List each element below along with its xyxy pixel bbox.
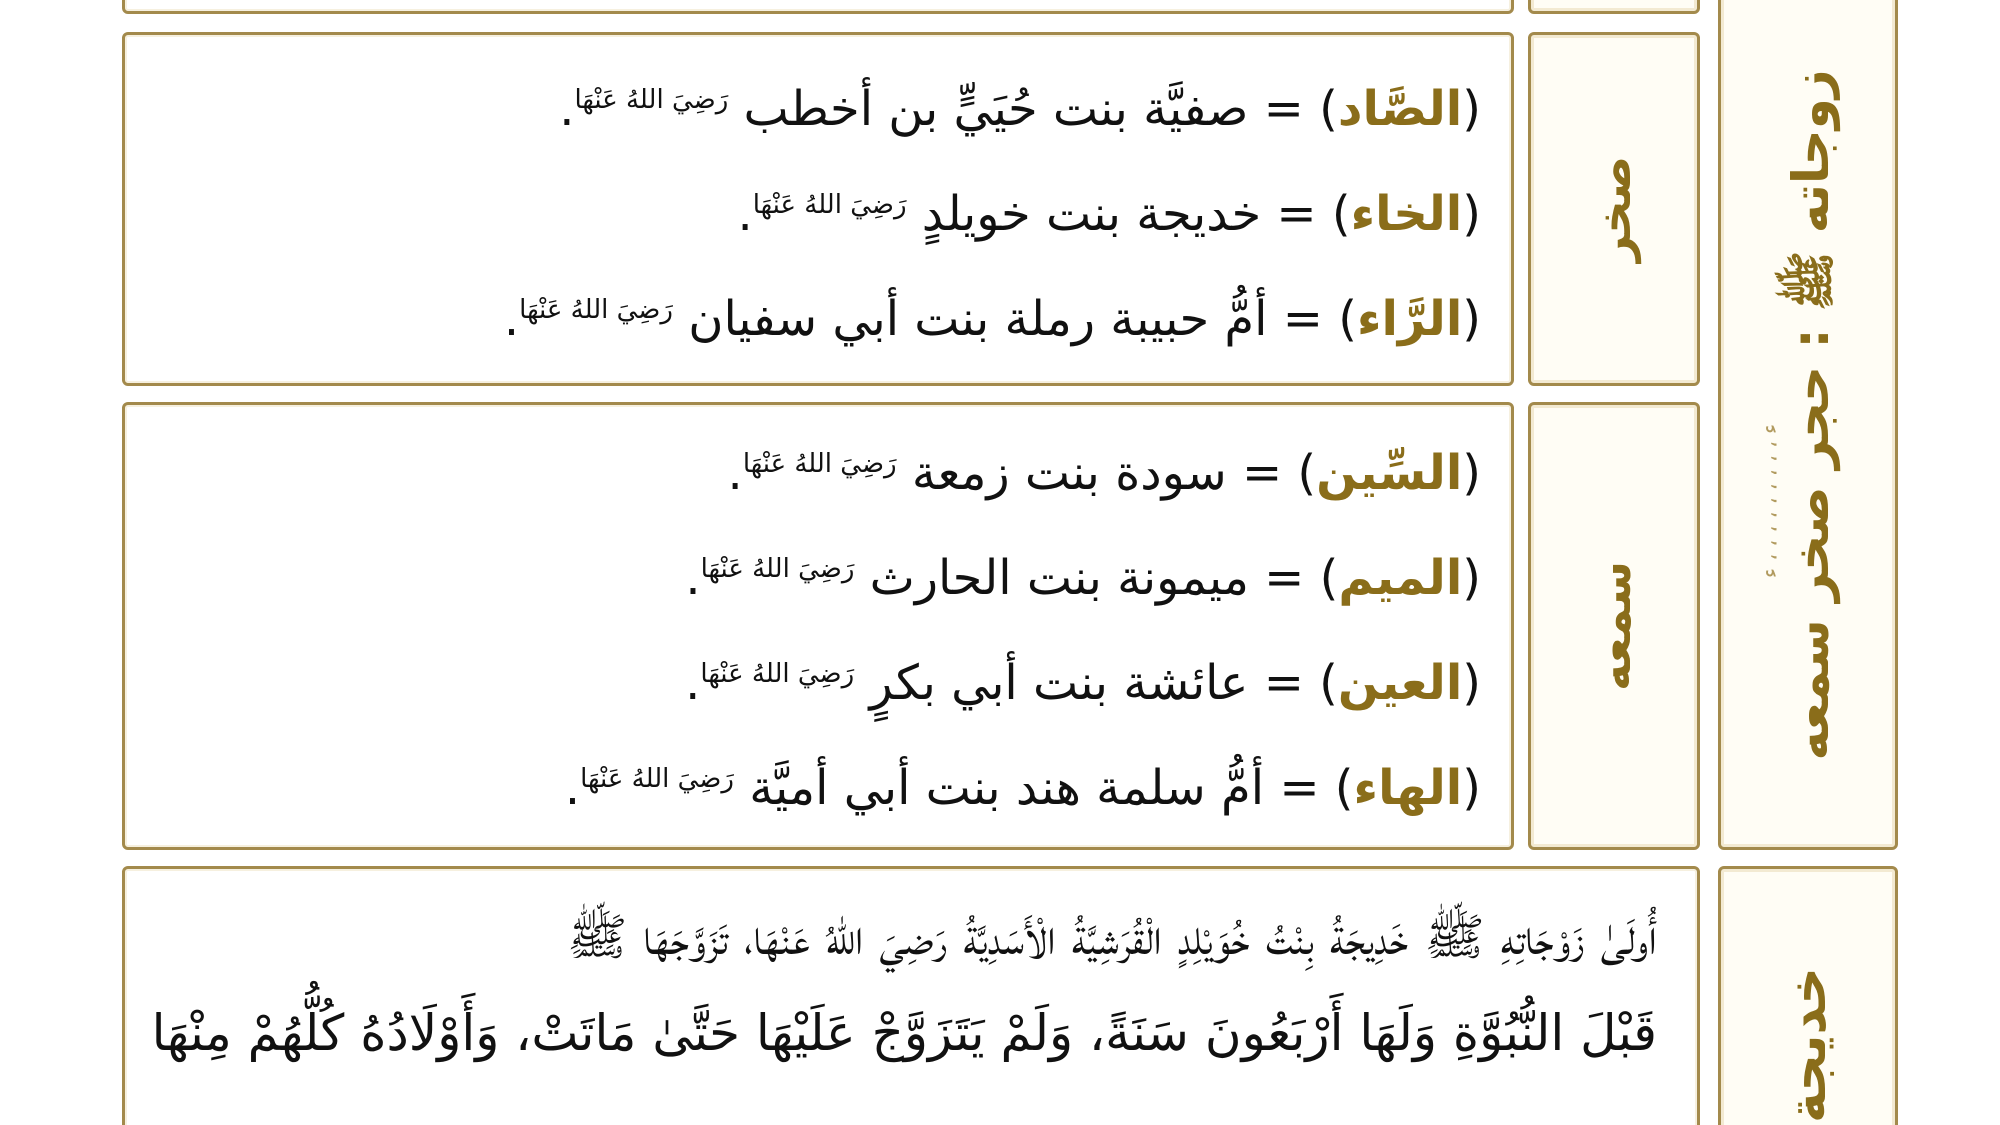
entry-ha: (الهاء) = أمُّ سلمة هند بنت أبي أميَّة $^{رَضِيَ اللهُ عَنْهَا}$.	[564, 760, 1481, 816]
sakhr-entries	[145, 35, 1481, 383]
khadija-line-2: قَبْلَ النُّبُوَّةِ وَلَهَا أَرْبَعُونَ سَنَةً، وَلَمْ يَتَزَوَّجْ عَلَيْهَا حَتَّىٰ مَاتَتْ، وَأَوْلَادُهُ كُلُّهُمْ مِنْهَا	[151, 1004, 1657, 1062]
samaa-entries	[145, 405, 1481, 847]
entry-kha: (الخاء) = خديجة بنت خويلدٍ $^{رَضِيَ اللهُ عَنْهَا}$.	[737, 185, 1481, 242]
side-title-box	[1718, 0, 1898, 850]
entry-ra: (الرَّاء) = أمُّ حبيبة رملة بنت أبي سفيان $^{رَضِيَ اللهُ عَنْهَا}$.	[503, 290, 1481, 347]
khadija-label: خديجة	[1778, 967, 1838, 1124]
khadija-content-box	[122, 866, 1700, 1125]
sakhr-label: صخر	[1587, 155, 1641, 263]
sakhr-label-box	[1528, 32, 1700, 386]
entry-ayn: (العين) = عائشة بنت أبي بكرٍ $^{رَضِيَ اللهُ عَنْهَا}$.	[685, 655, 1481, 711]
side-title-main: زوجاته ﷺ : حجر صخر سمعه	[1781, 69, 1840, 761]
entry-sin: (السِّين) = سودة بنت زمعة $^{رَضِيَ اللهُ عَنْهَا}$.	[727, 445, 1481, 501]
khadija-paragraph	[151, 889, 1657, 1081]
samaa-label: سمعه	[1587, 561, 1641, 691]
khadija-label-box	[1718, 866, 1898, 1125]
side-title-annotation: ء ، ، ، ، ، ، ، ، ، ء	[1757, 424, 1783, 579]
top-label-box-partial	[1528, 0, 1700, 14]
entry-mim: (الميم) = ميمونة بنت الحارث $^{رَضِيَ اللهُ عَنْهَا}$.	[685, 550, 1481, 606]
sakhr-content-box	[122, 32, 1514, 386]
top-content-box-partial	[122, 0, 1514, 14]
entry-sad: (الصَّاد) = صفيَّة بنت حُيَيٍّ بن أخطب $^{رَضِيَ اللهُ عَنْهَا}$.	[559, 80, 1481, 137]
samaa-label-box	[1528, 402, 1700, 850]
samaa-content-box	[122, 402, 1514, 850]
khadija-line-1: أُولَىٰ زَوْجَاتِهِ ﷺ خَدِيجَةُ بِنْتُ خُوَيْلِدٍ الْقُرَشِيَّةُ الْأَسَدِيَّةُ رَضِيَ اللهُ عَنْهَا، تَزَوَّجَهَا ﷺ	[566, 908, 1657, 966]
